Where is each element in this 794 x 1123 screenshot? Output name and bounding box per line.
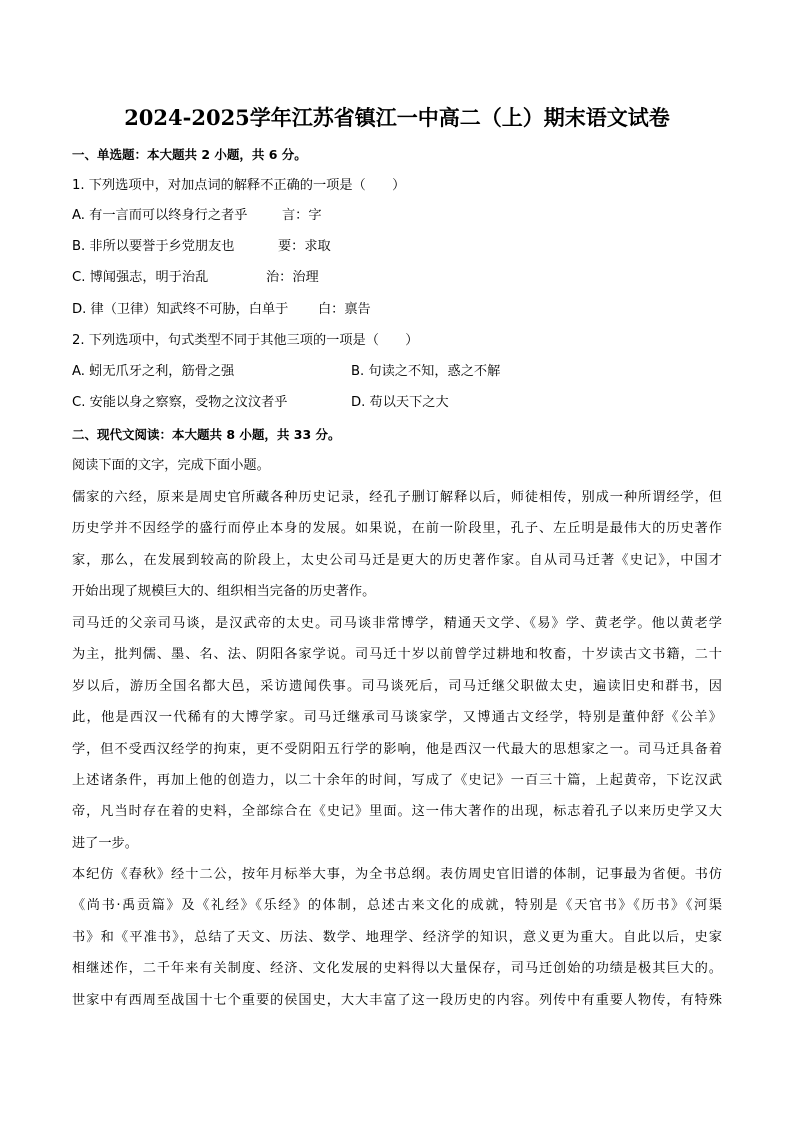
question-1-stem: 1. 下列选项中，对加点词的解释不正确的一项是（ ） (72, 178, 406, 193)
paragraph-line: 儒家的六经，原来是周史官所藏各种历史记录，经孔子删订解释以后，师徒相传，别成一种所谓经学，但 (72, 490, 722, 505)
paragraph-line: 司马迁的父亲司马谈，是汉武帝的太史。司马谈非常博学，精通天文学、《易》学、黄老学。他以黄老学 (72, 616, 722, 631)
paragraph-line: 本纪仿《春秋》经十二公，按年月标举大事，为全书总纲。表仿周史官旧谱的体制，记事最为省便。书仿 (72, 867, 722, 882)
paragraph-line: 进了一步。 (72, 835, 138, 851)
question-1-option-b-gloss: 要：求取 (278, 239, 331, 254)
paragraph-line: 《尚书·禹贡篇》及《礼经》《乐经》的体制，总述古来文化的成就，特别是《天官书》《历书》《河渠 (72, 898, 722, 914)
section-heading-modern-reading: 二、现代文阅读：本大题共 8 小题，共 33 分。 (72, 427, 341, 442)
question-2-stem: 2. 下列选项中，句式类型不同于其他三项的一项是（ ） (72, 333, 419, 348)
paragraph-line: 书》和《平准书》，总结了天文、历法、数学、地理学、经济学的知识，意义更为重大。自此以后，史家 (72, 929, 722, 945)
question-1-option-a-gloss: 言：字 (282, 208, 322, 223)
paragraph-line: 帝，凡当时存在着的史料，全部综合在《史记》里面。这一伟大著作的出现，标志着孔子以来历史学又大 (72, 804, 722, 820)
section-heading-single-choice: 一、单选题：本大题共 2 小题，共 6 分。 (72, 147, 307, 162)
paragraph-line: 世家中有西周至战国十七个重要的侯国史，大大丰富了这一段历史的内容。列传中有重要人物传，有特殊 (72, 992, 722, 1008)
question-1-option-d-gloss: 白：禀告 (318, 302, 371, 317)
question-2-option-a: A. 蚓无爪牙之利，筋骨之强 (72, 364, 235, 379)
question-1-option-c-gloss: 治：治理 (266, 270, 319, 285)
paragraph-line: 开始出现了规模巨大的、组织相当完备的历史著作。 (72, 584, 376, 600)
reading-paragraph-3 (72, 859, 722, 1016)
question-2-option-b: B. 句读之不知，惑之不解 (351, 364, 501, 379)
paragraph-line: 上述诸条件，再加上他的创造力，以二十余年的时间，写成了《史记》一百三十篇，上起黄帝，下讫汉武 (72, 773, 722, 789)
paragraph-line: 学，但不受西汉经学的拘束，更不受阴阳五行学的影响，他是西汉一代最大的思想家之一。司马迁具备着 (72, 741, 722, 757)
question-1-option-d: D. 律（卫律）知武终不可胁，白单于 (72, 302, 289, 317)
question-2-option-c: C. 安能以身之察察，受物之汶汶者乎 (72, 395, 288, 410)
paragraph-line: 岁以后，游历全国名都大邑，采访遗闻佚事。司马谈死后，司马迁继父职做太史，遍读旧史和群书，因 (72, 678, 722, 694)
paragraph-line: 相继述作，二千年来有关制度、经济、文化发展的史料得以大量保存，司马迁创始的功绩是极其巨大的。 (72, 961, 722, 977)
reading-intro: 阅读下面的文字，完成下面小题。 (72, 458, 270, 473)
paragraph-line: 家，那么，在发展到较高的阶段上，太史公司马迁是更大的历史著作家。自从司马迁著《史记》，中国才 (72, 552, 722, 568)
question-2-option-d: D. 苟以天下之大 (351, 395, 449, 410)
paragraph-line: 历史学并不因经学的盛行而停止本身的发展。如果说，在前一阶段里，孔子、左丘明是最伟大的历史著作 (72, 521, 722, 537)
reading-paragraph-2 (72, 608, 722, 859)
paragraph-line: 为主，批判儒、墨、名、法、阴阳各家学说。司马迁十岁以前曾学过耕地和牧畜，十岁读古文书籍，二十 (72, 647, 722, 663)
paragraph-line: 此，他是西汉一代稀有的大博学家。司马迁继承司马谈家学，又博通古文经学，特别是董仲舒《公羊》 (72, 710, 722, 726)
reading-paragraph-1 (72, 482, 722, 608)
question-1-option-b: B. 非所以要誉于乡党朋友也 (72, 239, 235, 254)
exam-title: 2024-2025学年江苏省镇江一中高二（上）期末语文试卷 (124, 105, 670, 130)
question-1-option-a: A. 有一言而可以终身行之者乎 (72, 208, 248, 223)
question-1-option-c: C. 博闻强志，明于治乱 (72, 270, 209, 285)
